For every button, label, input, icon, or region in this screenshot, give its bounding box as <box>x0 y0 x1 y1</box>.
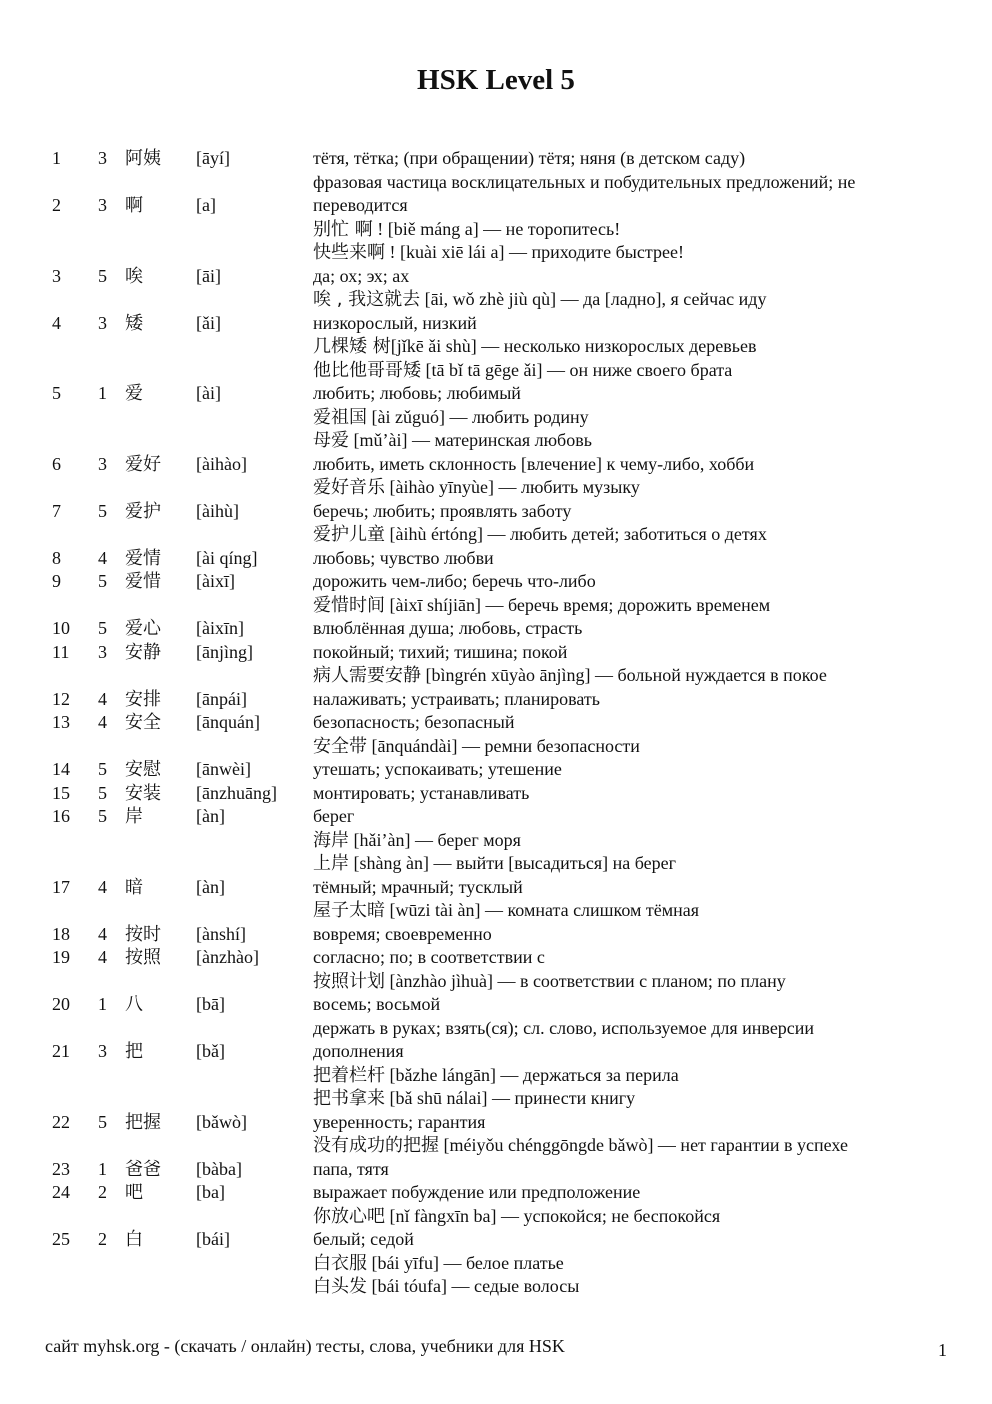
hsk-level: 3 <box>98 1041 107 1061</box>
pinyin: [àn] <box>196 806 225 826</box>
hsk-level: 2 <box>98 1229 107 1249</box>
hanzi-word: 阿姨 <box>125 148 161 169</box>
example <box>313 852 676 876</box>
example-translation: [ànzhào jìhuà] — в соответствии с планом; по плану <box>385 970 786 991</box>
example <box>313 664 827 688</box>
hsk-level: 3 <box>98 195 107 215</box>
definition: папа, тятя <box>313 1158 389 1179</box>
vocab-entry <box>0 265 992 312</box>
pinyin: [āi] <box>196 265 221 286</box>
definition: переводится <box>313 195 408 215</box>
vocab-entry <box>0 1228 992 1299</box>
pinyin: [ài] <box>196 383 221 403</box>
example-hanzi: 白衣服 <box>313 1252 367 1274</box>
entry-line <box>0 711 992 735</box>
example-line <box>0 1252 992 1276</box>
entry-number: 1 <box>52 148 61 168</box>
example-line <box>0 1087 992 1111</box>
entry-number: 25 <box>52 1229 70 1249</box>
hsk-level: 1 <box>98 383 107 403</box>
pinyin: [bǎwò] <box>196 1111 247 1132</box>
hsk-level: 3 <box>98 453 107 474</box>
example-line <box>0 735 992 759</box>
entry-number: 17 <box>52 876 70 897</box>
example-hanzi: 别忙 啊 <box>313 218 373 240</box>
entry-number: 18 <box>52 923 70 944</box>
pinyin: [àn] <box>196 876 225 897</box>
example-translation: [jǐkē ǎi shù] — несколько низкорослых деревьев <box>390 336 757 356</box>
example-line <box>0 664 992 688</box>
vocab-entry <box>0 500 992 547</box>
hsk-level: 3 <box>98 148 107 168</box>
example-hanzi: 唉 , 我这就去 <box>313 289 421 310</box>
hsk-level: 5 <box>98 806 107 826</box>
entry-line <box>0 641 992 665</box>
entry-line <box>0 876 992 900</box>
hsk-level: 4 <box>98 876 107 897</box>
hsk-level: 3 <box>98 641 107 662</box>
vocab-entry <box>0 876 992 923</box>
hsk-level: 1 <box>98 1158 107 1179</box>
entry-number: 19 <box>52 947 70 967</box>
example-translation: ! [biě máng a] — не торопитесь! <box>372 218 621 239</box>
example-translation: [bǎ shū nálai] — принести книгу <box>385 1088 636 1108</box>
hanzi-word: 把 <box>125 1041 143 1062</box>
example-line <box>0 335 992 359</box>
hanzi-word: 爸爸 <box>125 1158 161 1180</box>
example-hanzi: 按照计划 <box>313 970 385 992</box>
entry-line <box>0 453 992 477</box>
entry-line <box>0 1228 992 1252</box>
entry-line <box>0 147 992 171</box>
hsk-level: 5 <box>98 1111 107 1132</box>
pinyin: [àixīn] <box>196 618 244 638</box>
example-hanzi: 爱好音乐 <box>313 477 385 498</box>
hanzi-word: 矮 <box>125 312 143 334</box>
hanzi-word: 唉 <box>125 265 143 287</box>
entry-line <box>0 171 992 195</box>
example <box>313 241 684 265</box>
hsk-level: 5 <box>98 500 107 521</box>
definition: безопасность; безопасный <box>313 712 515 732</box>
definition: утешать; успокаивать; утешение <box>313 759 562 779</box>
definition: вовремя; своевременно <box>313 923 492 944</box>
entry-number: 11 <box>52 641 70 662</box>
definition: восемь; восьмой <box>313 994 441 1014</box>
example <box>313 735 640 759</box>
example <box>313 359 732 383</box>
pinyin: [ǎi] <box>196 312 221 333</box>
example-line <box>0 899 992 923</box>
entry-line <box>0 993 992 1017</box>
example <box>313 1087 635 1111</box>
entry-line <box>0 617 992 641</box>
definition: налаживать; устраивать; планировать <box>313 688 600 709</box>
example-translation: [ài zǔguó] — любить родину <box>367 406 589 427</box>
definition: уверенность; гарантия <box>313 1111 486 1132</box>
example-hanzi: 病人需要安静 <box>313 665 421 686</box>
pinyin: [ànshí] <box>196 923 246 944</box>
vocab-entry <box>0 1158 992 1182</box>
hanzi-word: 白 <box>125 1229 143 1250</box>
entry-number: 4 <box>52 312 61 333</box>
hanzi-word: 爱情 <box>125 547 161 569</box>
example-translation: [nǐ fàngxīn ba] — успокойся; не беспокойся <box>385 1205 721 1226</box>
entry-line <box>0 1040 992 1064</box>
pinyin: [ba] <box>196 1182 225 1202</box>
example-hanzi: 安全带 <box>313 735 367 757</box>
example <box>313 288 766 312</box>
example <box>313 476 640 500</box>
example-line <box>0 406 992 430</box>
vocab-entry <box>0 570 992 617</box>
example <box>313 429 592 453</box>
vocab-entry <box>0 711 992 758</box>
pinyin: [ānzhuāng] <box>196 782 277 803</box>
example-hanzi: 白头发 <box>313 1276 367 1297</box>
example-hanzi: 把着栏杆 <box>313 1064 385 1086</box>
example <box>313 1134 848 1158</box>
vocab-entry <box>0 147 992 171</box>
example <box>313 1275 579 1299</box>
entry-number: 15 <box>52 782 70 803</box>
example <box>313 1205 720 1229</box>
hanzi-word: 爱惜 <box>125 571 161 592</box>
definition: любить, иметь склонность [влечение] к чему-либо, хобби <box>313 453 755 474</box>
example-translation: [hǎi’àn] — берег моря <box>349 829 521 850</box>
entry-number: 23 <box>52 1158 70 1179</box>
example-translation: [ānquándài] — ремни безопасности <box>367 735 640 756</box>
entry-line <box>0 570 992 594</box>
hanzi-word: 吧 <box>125 1182 143 1203</box>
hanzi-word: 爱 <box>125 383 143 404</box>
entry-line <box>0 805 992 829</box>
entry-line <box>0 382 992 406</box>
hsk-level: 4 <box>98 547 107 568</box>
entry-line <box>0 1111 992 1135</box>
example-translation: [àixī shíjiān] — беречь время; дорожить временем <box>385 594 771 615</box>
hsk-level: 4 <box>98 923 107 944</box>
hsk-level: 1 <box>98 994 107 1014</box>
hsk-level: 5 <box>98 759 107 779</box>
pinyin: [bái] <box>196 1229 230 1249</box>
entry-number: 5 <box>52 383 61 403</box>
example-line <box>0 359 992 383</box>
entry-number: 22 <box>52 1111 70 1132</box>
pinyin: [bā] <box>196 994 225 1014</box>
hanzi-word: 安装 <box>125 782 161 804</box>
vocab-entry <box>0 1111 992 1158</box>
hanzi-word: 爱心 <box>125 618 161 639</box>
definition: покойный; тихий; тишина; покой <box>313 641 568 662</box>
entry-number: 3 <box>52 265 61 286</box>
hanzi-word: 按时 <box>125 923 161 945</box>
definition: беречь; любить; проявлять заботу <box>313 500 572 521</box>
example-line <box>0 429 992 453</box>
definition: низкорослый, низкий <box>313 312 477 333</box>
pinyin: [ānpái] <box>196 688 247 709</box>
example <box>313 1064 679 1088</box>
hsk-level: 5 <box>98 618 107 638</box>
example-hanzi: 母爱 <box>313 430 349 451</box>
example-line <box>0 852 992 876</box>
example-translation: ! [kuài xiē lái a] — приходите быстрее! <box>385 242 684 262</box>
example-translation: [àihào yīnyùe] — любить музыку <box>385 477 640 497</box>
example-hanzi: 快些来啊 <box>313 242 385 263</box>
hsk-level: 5 <box>98 571 107 591</box>
vocab-entry <box>0 453 992 500</box>
entry-line <box>0 547 992 571</box>
example-line <box>0 594 992 618</box>
pinyin: [àixī] <box>196 571 235 591</box>
vocab-entry <box>0 805 992 876</box>
example-translation: [shàng àn] — выйти [высадиться] на берег <box>349 853 677 873</box>
entry-number: 16 <box>52 806 70 826</box>
hsk-level: 4 <box>98 712 107 732</box>
vocab-entry <box>0 782 992 806</box>
example-hanzi: 把书拿来 <box>313 1088 385 1109</box>
entry-number: 9 <box>52 571 61 591</box>
hsk-level: 2 <box>98 1182 107 1202</box>
definition: любить; любовь; любимый <box>313 383 521 403</box>
example-hanzi: 爱惜时间 <box>313 594 385 616</box>
vocab-entry <box>0 923 992 947</box>
pinyin: [ānjìng] <box>196 641 253 662</box>
example-hanzi: 爱护儿童 <box>313 524 385 545</box>
example <box>313 970 786 994</box>
pinyin: [āyí] <box>196 148 230 168</box>
hanzi-word: 安全 <box>125 712 161 733</box>
example-line <box>0 1205 992 1229</box>
definition: дорожить чем-либо; беречь что-либо <box>313 571 596 591</box>
example <box>313 1252 564 1276</box>
definition: фразовая частица восклицательных и побудительных предложений; не <box>313 171 856 192</box>
definition: согласно; по; в соответствии с <box>313 947 545 967</box>
definition: любовь; чувство любви <box>313 547 494 568</box>
definition: монтировать; устанавливать <box>313 782 530 803</box>
example-line <box>0 1134 992 1158</box>
example-line <box>0 523 992 547</box>
example-hanzi: 屋子太暗 <box>313 900 385 921</box>
hsk-level: 4 <box>98 947 107 967</box>
example-translation: [tā bǐ tā gēge ǎi] — он ниже своего брата <box>421 359 733 380</box>
entry-number: 12 <box>52 688 70 709</box>
example-line <box>0 241 992 265</box>
entry-number: 20 <box>52 994 70 1014</box>
example-hanzi: 他比他哥哥矮 <box>313 359 421 381</box>
example-translation: [āi, wǒ zhè jiù qù] — да [ладно], я сейчас иду <box>420 289 767 309</box>
pinyin: [bǎ] <box>196 1041 225 1061</box>
entry-number: 14 <box>52 759 70 779</box>
entry-line <box>0 1017 992 1041</box>
example-translation: [wūzi tài àn] — комната слишком тёмная <box>385 900 700 920</box>
example-translation: [àihù értóng] — любить детей; заботиться о детях <box>385 524 767 544</box>
example-translation: [bái tóufa] — седые волосы <box>367 1276 580 1296</box>
example <box>313 594 770 618</box>
page-title: HSK Level 5 <box>417 64 575 96</box>
vocab-entry <box>0 171 992 265</box>
definition: дополнения <box>313 1041 404 1061</box>
example-hanzi: 上岸 <box>313 853 349 874</box>
example-translation: [bìngrén xūyào ānjìng] — больной нуждается в покое <box>421 665 827 685</box>
hanzi-word: 安排 <box>125 688 161 710</box>
definition: да; ох; эх; ах <box>313 265 410 286</box>
example-hanzi: 海岸 <box>313 829 349 851</box>
definition: тёмный; мрачный; тусклый <box>313 876 523 897</box>
pinyin: [ài qíng] <box>196 547 258 568</box>
entry-line <box>0 1181 992 1205</box>
vocab-entry <box>0 1017 992 1111</box>
example <box>313 829 521 853</box>
example-line <box>0 476 992 500</box>
example-translation: [mǔ’ài] — материнская любовь <box>349 430 592 450</box>
vocab-entry <box>0 382 992 453</box>
entry-number: 8 <box>52 547 61 568</box>
hanzi-word: 安慰 <box>125 759 161 780</box>
entry-line <box>0 1158 992 1182</box>
entry-number: 10 <box>52 618 70 638</box>
pinyin: [àihào] <box>196 453 247 474</box>
hanzi-word: 把握 <box>125 1111 161 1133</box>
vocab-entry <box>0 688 992 712</box>
example <box>313 406 589 430</box>
vocab-entry <box>0 946 992 993</box>
footer-text: сайт myhsk.org - (скачать / онлайн) тесты, слова, учебники для HSK <box>45 1336 565 1356</box>
example <box>313 218 620 242</box>
pinyin: [àihù] <box>196 500 239 521</box>
entry-number: 13 <box>52 712 70 732</box>
hanzi-word: 岸 <box>125 806 143 827</box>
example <box>313 899 699 923</box>
example-line <box>0 829 992 853</box>
vocab-entry <box>0 312 992 383</box>
entry-line <box>0 923 992 947</box>
hanzi-word: 爱好 <box>125 453 161 475</box>
definition: выражает побуждение или предположение <box>313 1182 641 1202</box>
definition: держать в руках; взять(ся); сл. слово, используемое для инверсии <box>313 1017 815 1038</box>
entry-number: 2 <box>52 195 61 215</box>
hsk-level: 4 <box>98 688 107 709</box>
example <box>313 335 756 359</box>
example-translation: [bái yīfu] — белое платье <box>367 1252 564 1273</box>
entry-line <box>0 782 992 806</box>
definition: тётя, тётка; (при обращении) тётя; няня (в детском саду) <box>313 148 746 168</box>
pinyin: [a] <box>196 195 216 215</box>
definition: влюблённая душа; любовь, страсть <box>313 618 583 638</box>
example-line <box>0 1064 992 1088</box>
entry-line <box>0 946 992 970</box>
example-hanzi: 爱祖国 <box>313 406 367 428</box>
pinyin: [bàba] <box>196 1158 242 1179</box>
entry-number: 6 <box>52 453 61 474</box>
hanzi-word: 安静 <box>125 641 161 663</box>
hanzi-word: 爱护 <box>125 500 161 522</box>
pinyin: [ānwèi] <box>196 759 251 779</box>
entry-number: 7 <box>52 500 61 521</box>
vocab-entry <box>0 641 992 688</box>
entry-line <box>0 758 992 782</box>
hanzi-word: 八 <box>125 994 143 1015</box>
entry-line <box>0 194 992 218</box>
hanzi-word: 暗 <box>125 876 143 898</box>
pinyin: [ànzhào] <box>196 947 259 967</box>
example-translation: [bǎzhe lángān] — держаться за перила <box>385 1064 679 1085</box>
entry-number: 24 <box>52 1182 70 1202</box>
entry-line <box>0 265 992 289</box>
definition: белый; седой <box>313 1229 414 1249</box>
example-line <box>0 288 992 312</box>
hanzi-word: 啊 <box>125 195 143 216</box>
entry-line <box>0 312 992 336</box>
example-line <box>0 218 992 242</box>
hsk-level: 5 <box>98 265 107 286</box>
example-translation: [méiyǒu chénggōngde bǎwò] — нет гарантии в успехе <box>439 1135 848 1155</box>
vocab-entry <box>0 1181 992 1228</box>
hanzi-word: 按照 <box>125 947 161 968</box>
vocab-entry <box>0 758 992 782</box>
hsk-level: 5 <box>98 782 107 803</box>
page-number: 1 <box>938 1340 947 1360</box>
definition: берег <box>313 806 355 826</box>
example <box>313 523 767 547</box>
vocab-entry <box>0 617 992 641</box>
entry-number: 21 <box>52 1041 70 1061</box>
entry-line <box>0 688 992 712</box>
vocabulary-list <box>0 147 992 1299</box>
entry-line <box>0 500 992 524</box>
example-line <box>0 1275 992 1299</box>
example-hanzi: 你放心吧 <box>313 1205 385 1227</box>
pinyin: [ānquán] <box>196 712 260 732</box>
example-line <box>0 970 992 994</box>
example-hanzi: 没有成功的把握 <box>313 1135 439 1156</box>
vocab-entry <box>0 547 992 571</box>
vocab-entry <box>0 993 992 1017</box>
hsk-level: 3 <box>98 312 107 333</box>
example-hanzi: 几棵矮 树 <box>313 336 391 357</box>
